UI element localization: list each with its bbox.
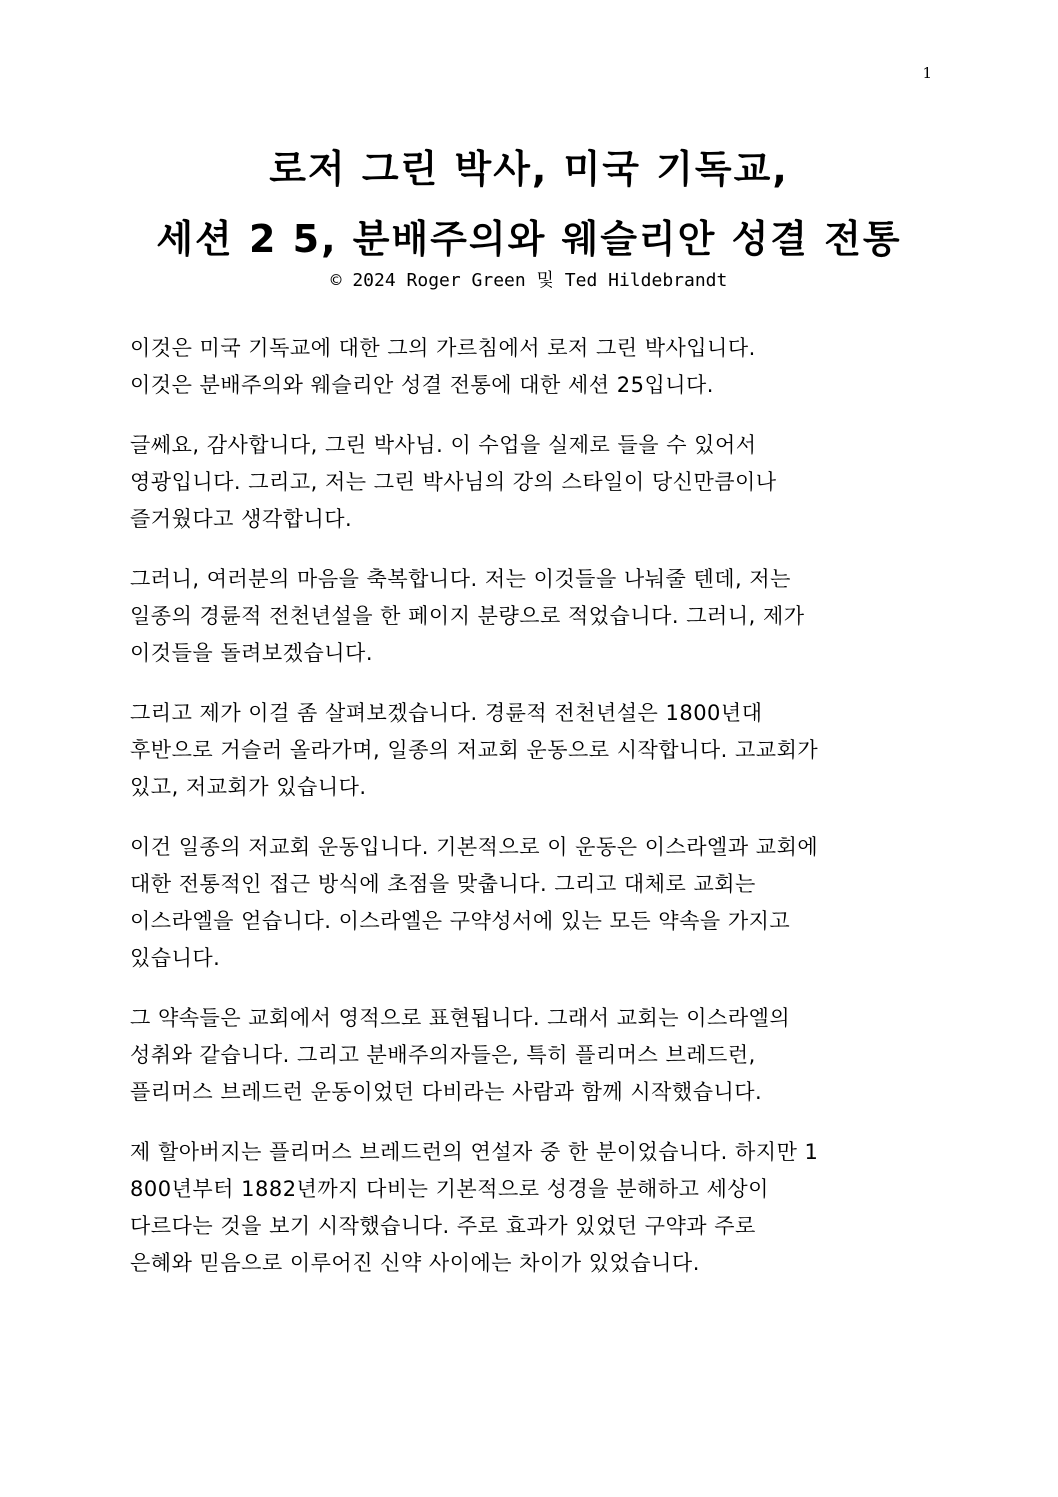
- text-line: 이것들을 돌려보겠습니다.: [130, 641, 373, 665]
- text-line: 플리머스 브레드런 운동이었던 다비라는 사람과 함께 시작했습니다.: [130, 1080, 763, 1104]
- paragraph: [130, 695, 930, 806]
- paragraph: [130, 1000, 930, 1111]
- text-line: 그 약속들은 교회에서 영적으로 표현됩니다. 그래서 교회는 이스라엘의: [130, 1006, 791, 1030]
- text-line: 은혜와 믿음으로 이루어진 신약 사이에는 차이가 있었습니다.: [130, 1251, 700, 1275]
- paragraph: [130, 427, 930, 538]
- text-line: 다르다는 것을 보기 시작했습니다. 주로 효과가 있었던 구약과 주로: [130, 1214, 756, 1238]
- text-line: 그러니, 여러분의 마음을 축복합니다. 저는 이것들을 나눠줄 텐데, 저는: [130, 567, 791, 591]
- paragraph: [130, 561, 930, 672]
- document-title-line-2: 세션 2 5, 분배주의와 웨슬리안 성결 전통: [156, 217, 902, 261]
- text-line: 있고, 저교회가 있습니다.: [130, 775, 367, 799]
- text-line: 대한 전통적인 접근 방식에 초점을 맞춥니다. 그리고 대체로 교회는: [130, 872, 756, 896]
- text-line: 성취와 같습니다. 그리고 분배주의자들은, 특히 플리머스 브레드런,: [130, 1043, 756, 1067]
- text-line: 이스라엘을 얻습니다. 이스라엘은 구약성서에 있는 모든 약속을 가지고: [130, 909, 791, 933]
- document-title-line-1: 로저 그린 박사, 미국 기독교,: [269, 147, 789, 191]
- paragraph: [130, 1134, 930, 1282]
- text-line: 제 할아버지는 플리머스 브레드런의 연설자 중 한 분이었습니다. 하지만 1: [130, 1140, 819, 1164]
- document-body: [130, 330, 930, 1305]
- text-line: 그리고 제가 이걸 좀 살펴보겠습니다. 경륜적 전천년설은 1800년대: [130, 701, 763, 725]
- text-line: 영광입니다. 그리고, 저는 그린 박사님의 강의 스타일이 당신만큼이나: [130, 470, 777, 494]
- text-line: 있습니다.: [130, 946, 221, 970]
- text-line: 이것은 미국 기독교에 대한 그의 가르침에서 로저 그린 박사입니다.: [130, 336, 756, 360]
- paragraph: [130, 829, 930, 977]
- copyright-notice: © 2024 Roger Green 및 Ted Hildebrandt: [330, 270, 728, 291]
- paragraph: [130, 330, 930, 404]
- text-line: 이건 일종의 저교회 운동입니다. 기본적으로 이 운동은 이스라엘과 교회에: [130, 835, 819, 859]
- text-line: 800년부터 1882년까지 다비는 기본적으로 성경을 분해하고 세상이: [130, 1177, 769, 1201]
- page-number: 1: [922, 64, 932, 82]
- text-line: 후반으로 거슬러 올라가며, 일종의 저교회 운동으로 시작합니다. 고교회가: [130, 738, 819, 762]
- text-line: 일종의 경륜적 전천년설을 한 페이지 분량으로 적었습니다. 그러니, 제가: [130, 604, 805, 628]
- text-line: 글쎄요, 감사합니다, 그린 박사님. 이 수업을 실제로 들을 수 있어서: [130, 433, 757, 457]
- text-line: 즐거웠다고 생각합니다.: [130, 507, 353, 531]
- text-line: 이것은 분배주의와 웨슬리안 성결 전통에 대한 세션 25입니다.: [130, 373, 714, 397]
